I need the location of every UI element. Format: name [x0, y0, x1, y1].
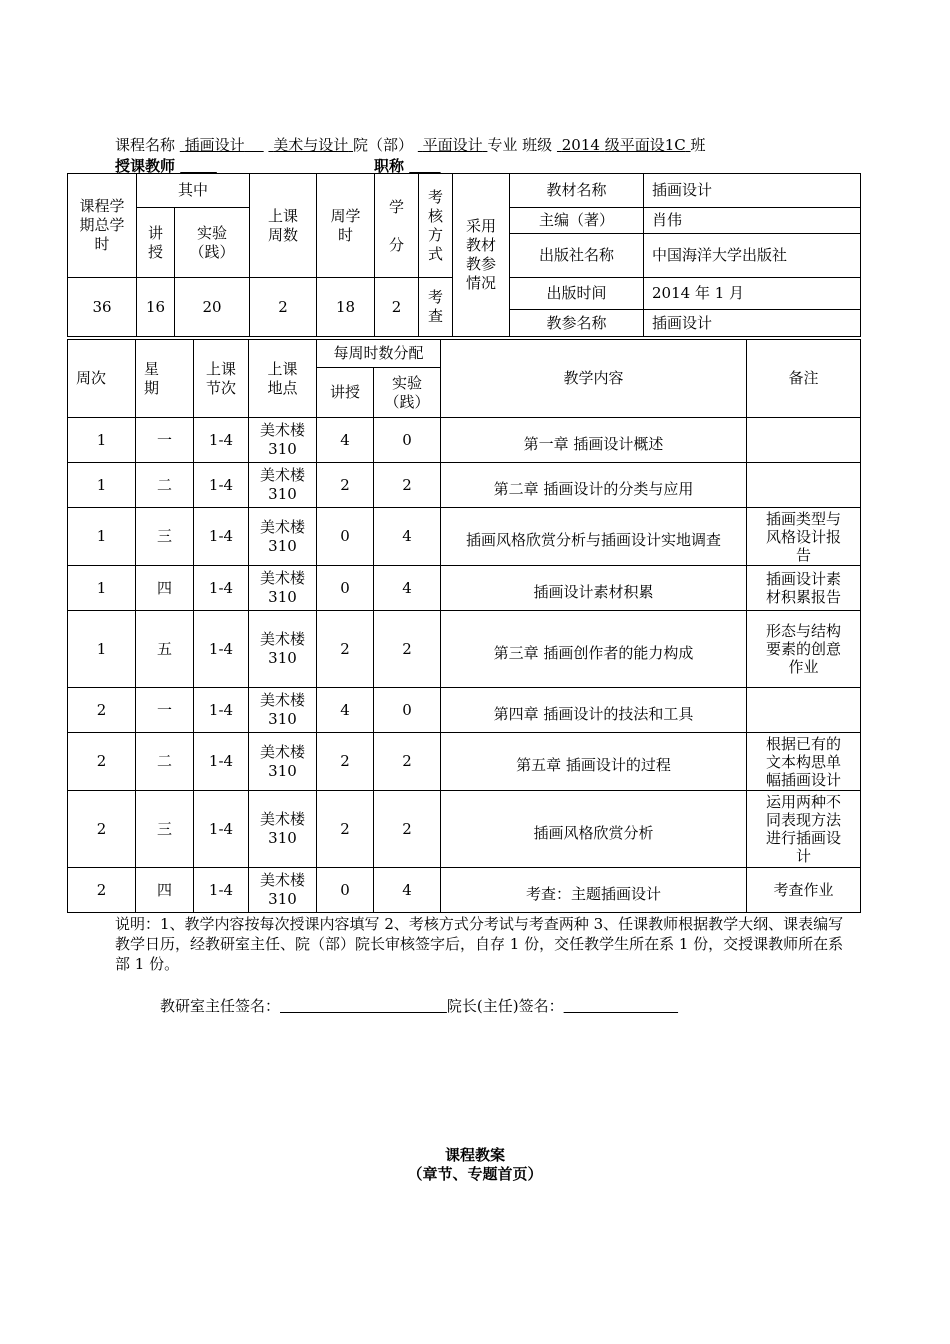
teacher-label: 授课教师: [115, 157, 176, 175]
signature-line: [160, 995, 678, 1016]
schedule-row: [68, 688, 861, 733]
schedule-lecture: 2: [317, 611, 374, 688]
schedule-practice: 4: [374, 508, 441, 566]
schedule-lecture: 0: [317, 868, 374, 913]
schedule-remark: [747, 463, 861, 508]
textbook-label-cell: 采用教材教参情况: [453, 174, 510, 337]
schedule-location: 美术楼 310: [249, 508, 317, 566]
among-label: 其中: [137, 174, 250, 208]
schedule-content: 第一章 插画设计概述: [441, 418, 747, 463]
schedule-remark: 插画设计素材积累报告: [747, 566, 861, 611]
schedule-remark: 插画类型与风格设计报告: [747, 508, 861, 566]
total-hours-label-cell: 课程学期总学时: [68, 174, 137, 278]
schedule-period: 1-4: [194, 688, 249, 733]
schedule-day: 五: [136, 611, 194, 688]
schedule-location: 美术楼 310: [249, 611, 317, 688]
schedule-content: 插画风格欣赏分析: [441, 791, 747, 868]
dean-sign-blank[interactable]: [564, 997, 678, 1015]
schedule-practice: 2: [374, 733, 441, 791]
schedule-lecture: 4: [317, 688, 374, 733]
weeks: 2: [250, 278, 317, 337]
book-name: 插画设计: [644, 174, 861, 208]
schedule-week: 1: [68, 566, 136, 611]
schedule-week: 1: [68, 418, 136, 463]
schedule-practice: 2: [374, 463, 441, 508]
schedule-row: [68, 611, 861, 688]
schedule-lecture: 0: [317, 566, 374, 611]
schedule-location: 美术楼 310: [249, 791, 317, 868]
exam-label-cell: 考核方式: [419, 174, 453, 278]
header-day-cell: 星期: [136, 340, 194, 418]
schedule-practice: 0: [374, 688, 441, 733]
credits: 2: [375, 278, 419, 337]
schedule-period: 1-4: [194, 868, 249, 913]
course-info-table: [67, 173, 861, 337]
schedule-period: 1-4: [194, 508, 249, 566]
schedule-location: 美术楼 310: [249, 733, 317, 791]
schedule-lecture: 2: [317, 463, 374, 508]
schedule-period: 1-4: [194, 418, 249, 463]
practice-label-cell: 实验（践）: [175, 208, 250, 278]
schedule-row: [68, 868, 861, 913]
schedule-week: 1: [68, 463, 136, 508]
pub-date-label: 出版时间: [510, 278, 644, 310]
schedule-period: 1-4: [194, 566, 249, 611]
schedule-day: 四: [136, 566, 194, 611]
schedule-row: [68, 508, 861, 566]
schedule-content: 考查：主题插画设计: [441, 868, 747, 913]
lecture-hours: 16: [137, 278, 175, 337]
schedule-lecture: 2: [317, 733, 374, 791]
practice-hours: 20: [175, 278, 250, 337]
header-practice-cell: 实验（践）: [374, 368, 441, 418]
schedule-practice: 4: [374, 566, 441, 611]
class-suffix: 班: [690, 136, 706, 154]
header-lecture: 讲授: [317, 368, 374, 418]
pub-date: 2014 年 1 月: [644, 278, 861, 310]
schedule-remark: 考查作业: [747, 868, 861, 913]
schedule-period: 1-4: [194, 611, 249, 688]
schedule-table: [67, 339, 861, 913]
schedule-week: 1: [68, 508, 136, 566]
schedule-row: [68, 418, 861, 463]
editor-label: 主编（著）: [510, 208, 644, 234]
schedule-content: 第五章 插画设计的过程: [441, 733, 747, 791]
schedule-week: 2: [68, 733, 136, 791]
schedule-location: 美术楼 310: [249, 418, 317, 463]
lesson-plan-subtitle: （章节、专题首页）: [407, 1165, 543, 1183]
weekly-hours: 18: [317, 278, 375, 337]
schedule-body: [68, 418, 861, 913]
schedule-location: 美术楼 310: [249, 463, 317, 508]
schedule-lecture: 2: [317, 791, 374, 868]
schedule-row: [68, 566, 861, 611]
schedule-practice: 0: [374, 418, 441, 463]
schedule-day: 一: [136, 688, 194, 733]
header-location-cell: 上课地点: [249, 340, 317, 418]
schedule-period: 1-4: [194, 733, 249, 791]
schedule-content: 插画设计素材积累: [441, 566, 747, 611]
lesson-plan-title: 课程教案: [444, 1146, 505, 1164]
schedule-content: 插画风格欣赏分析与插画设计实地调查: [441, 508, 747, 566]
exam-method-cell: 考查: [419, 278, 453, 337]
book-name-label: 教材名称: [510, 174, 644, 208]
schedule-location: 美术楼 310: [249, 868, 317, 913]
weekly-hours-label-cell: 周学时: [317, 174, 375, 278]
schedule-remark: 形态与结构要素的创意作业: [747, 611, 861, 688]
schedule-period: 1-4: [194, 791, 249, 868]
schedule-remark: 运用两种不同表现方法进行插画设计: [747, 791, 861, 868]
lecture-label-cell: 讲授: [137, 208, 175, 278]
schedule-remark: [747, 418, 861, 463]
header-hours-dist: 每周时数分配: [317, 340, 441, 368]
header-period-cell: 上课节次: [194, 340, 249, 418]
schedule-week: 2: [68, 791, 136, 868]
director-sign-blank[interactable]: [280, 997, 447, 1015]
schedule-day: 一: [136, 418, 194, 463]
instructions-note: 说明：1、教学内容按每次授课内容填写 2、考核方式分考试与考查两种 3、任课教师根据教学大纲、课表编写教学日历，经教研室主任、院（部）院长审核签字后，自存 1 份，交任教学生所在系 1 份，交授课教师所在系部 1 份。: [115, 915, 844, 973]
dean-sign-label: 院长(主任)签名：: [446, 997, 564, 1015]
schedule-day: 四: [136, 868, 194, 913]
total-hours: 36: [68, 278, 137, 337]
schedule-row: [68, 463, 861, 508]
schedule-content: 第二章 插画设计的分类与应用: [441, 463, 747, 508]
publisher: 中国海洋大学出版社: [644, 234, 861, 278]
schedule-week: 1: [68, 611, 136, 688]
school-suffix: 院（部）: [353, 136, 414, 154]
header-content: 教学内容: [441, 340, 747, 418]
major-name: 平面设计: [422, 136, 483, 154]
schedule-day: 二: [136, 733, 194, 791]
publisher-label: 出版社名称: [510, 234, 644, 278]
schedule-practice: 2: [374, 791, 441, 868]
school-name: 美术与设计: [273, 136, 349, 154]
schedule-content: 第三章 插画创作者的能力构成: [441, 611, 747, 688]
schedule-day: 二: [136, 463, 194, 508]
director-sign-label: 教研室主任签名：: [160, 997, 281, 1015]
class-name: 2014 级平面设1C: [561, 136, 686, 154]
header-week: 周次: [68, 340, 136, 418]
schedule-lecture: 0: [317, 508, 374, 566]
schedule-practice: 2: [374, 611, 441, 688]
course-name: 插画设计: [184, 136, 245, 154]
schedule-day: 三: [136, 508, 194, 566]
course-header-line: [115, 134, 706, 155]
editor: 肖伟: [644, 208, 861, 234]
schedule-remark: [747, 688, 861, 733]
schedule-remark: 根据已有的文本构思单幅插画设计: [747, 733, 861, 791]
schedule-row: [68, 791, 861, 868]
job-title-label: 职称: [374, 157, 405, 175]
course-name-label: 课程名称: [115, 136, 176, 154]
schedule-week: 2: [68, 868, 136, 913]
schedule-week: 2: [68, 688, 136, 733]
credits-label-cell: 学分: [375, 174, 419, 278]
weeks-label-cell: 上课周数: [250, 174, 317, 278]
header-remark: 备注: [747, 340, 861, 418]
ref-name: 插画设计: [644, 310, 861, 337]
schedule-location: 美术楼 310: [249, 688, 317, 733]
schedule-lecture: 4: [317, 418, 374, 463]
major-suffix: 专业 班级: [487, 136, 553, 154]
schedule-row: [68, 733, 861, 791]
schedule-location: 美术楼 310: [249, 566, 317, 611]
schedule-period: 1-4: [194, 463, 249, 508]
schedule-day: 三: [136, 791, 194, 868]
schedule-practice: 4: [374, 868, 441, 913]
schedule-content: 第四章 插画设计的技法和工具: [441, 688, 747, 733]
ref-name-label: 教参名称: [510, 310, 644, 337]
